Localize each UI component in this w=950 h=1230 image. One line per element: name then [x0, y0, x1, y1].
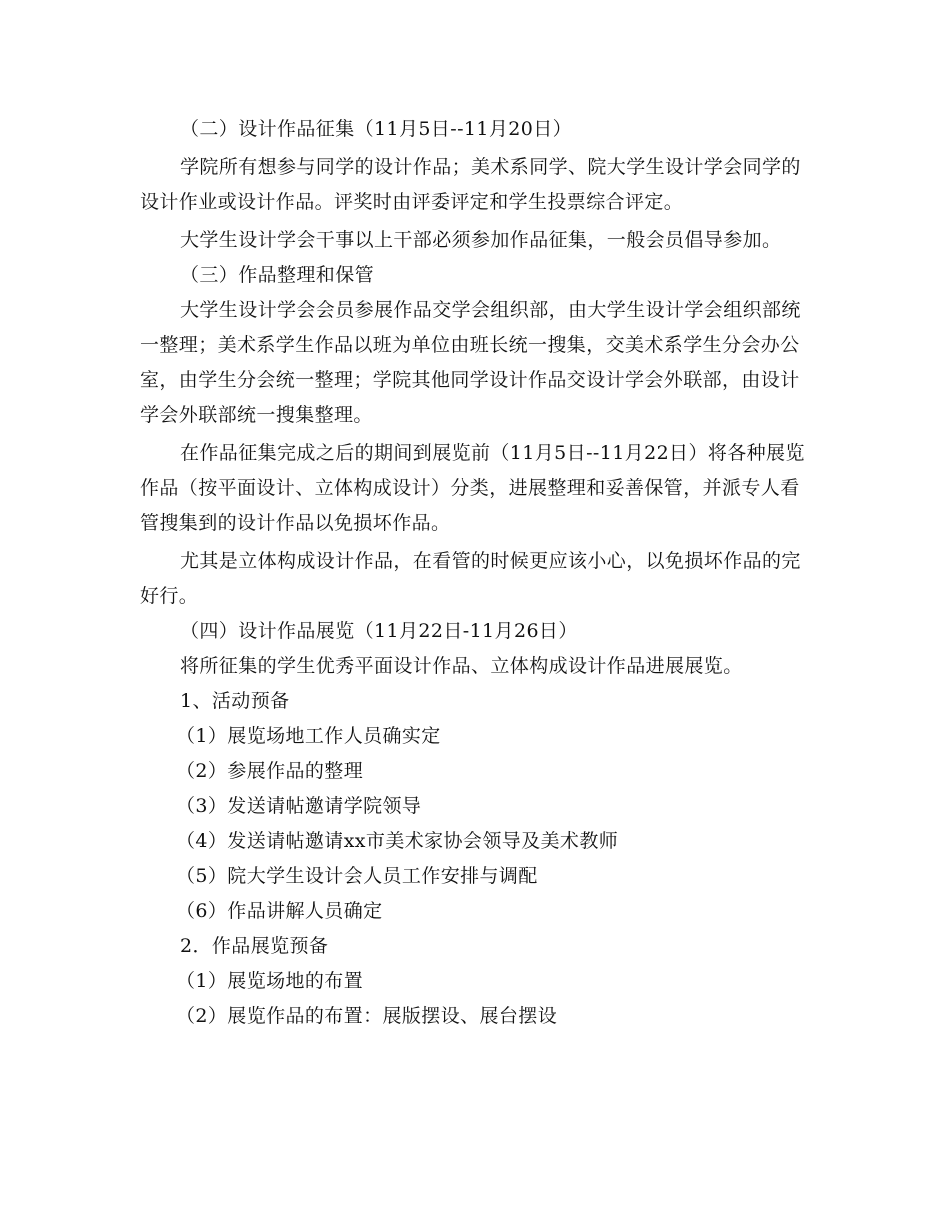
paragraph: 大学生设计学会干事以上干部必须参加作品征集，一般会员倡导参加。	[180, 229, 782, 251]
section-heading-2: （二）设计作品征集（11月5日--11月20日）	[180, 118, 573, 140]
list-item: （4）发送请帖邀请xx市美术家协会领导及美术教师	[176, 830, 619, 852]
paragraph: 学院所有想参与同学的设计作品；美术系同学、院大学生设计学会同学的设计作业或设计作品。评奖时由评委评定和学生投票综合评定。	[140, 156, 801, 213]
list-item: （1）展览场地工作人员确实定	[176, 725, 441, 747]
paragraph: 大学生设计学会会员参展作品交学会组织部，由大学生设计学会组织部统一整理；美术系学生作品以班为单位由班长统一搜集，交美术系学生分会办公室，由学生分会统一整理；学院其他同学设计作品交设计学会外联部，由设计学会外联部统一搜集整理。	[140, 299, 801, 426]
list-item: （2）参展作品的整理	[176, 760, 364, 782]
list-item: （1）展览场地的布置	[176, 970, 364, 992]
subsection-heading-1: 1、活动预备	[180, 690, 290, 712]
list-item: （2）展览作品的布置：展版摆设、展台摆设	[176, 1005, 558, 1027]
paragraph: 在作品征集完成之后的期间到展览前（11月5日--11月22日）将各种展览作品（按平面设计、立体构成设计）分类，进展整理和妥善保管，并派专人看管搜集到的设计作品以免损坏作品。	[140, 442, 805, 534]
section-heading-4: （四）设计作品展览（11月22日-11月26日）	[180, 620, 578, 642]
document-body	[140, 112, 812, 1034]
list-item: （5）院大学生设计会人员工作安排与调配	[176, 865, 538, 887]
paragraph: 尤其是立体构成设计作品，在看管的时候更应该小心，以免损坏作品的完好行。	[140, 550, 801, 607]
list-item: （3）发送请帖邀请学院领导	[176, 795, 422, 817]
paragraph: 将所征集的学生优秀平面设计作品、立体构成设计作品进展展览。	[180, 655, 743, 677]
section-heading-3: （三）作品整理和保管	[180, 264, 375, 286]
subsection-heading-2: 2．作品展览预备	[180, 935, 329, 957]
list-item: （6）作品讲解人员确定	[176, 900, 383, 922]
